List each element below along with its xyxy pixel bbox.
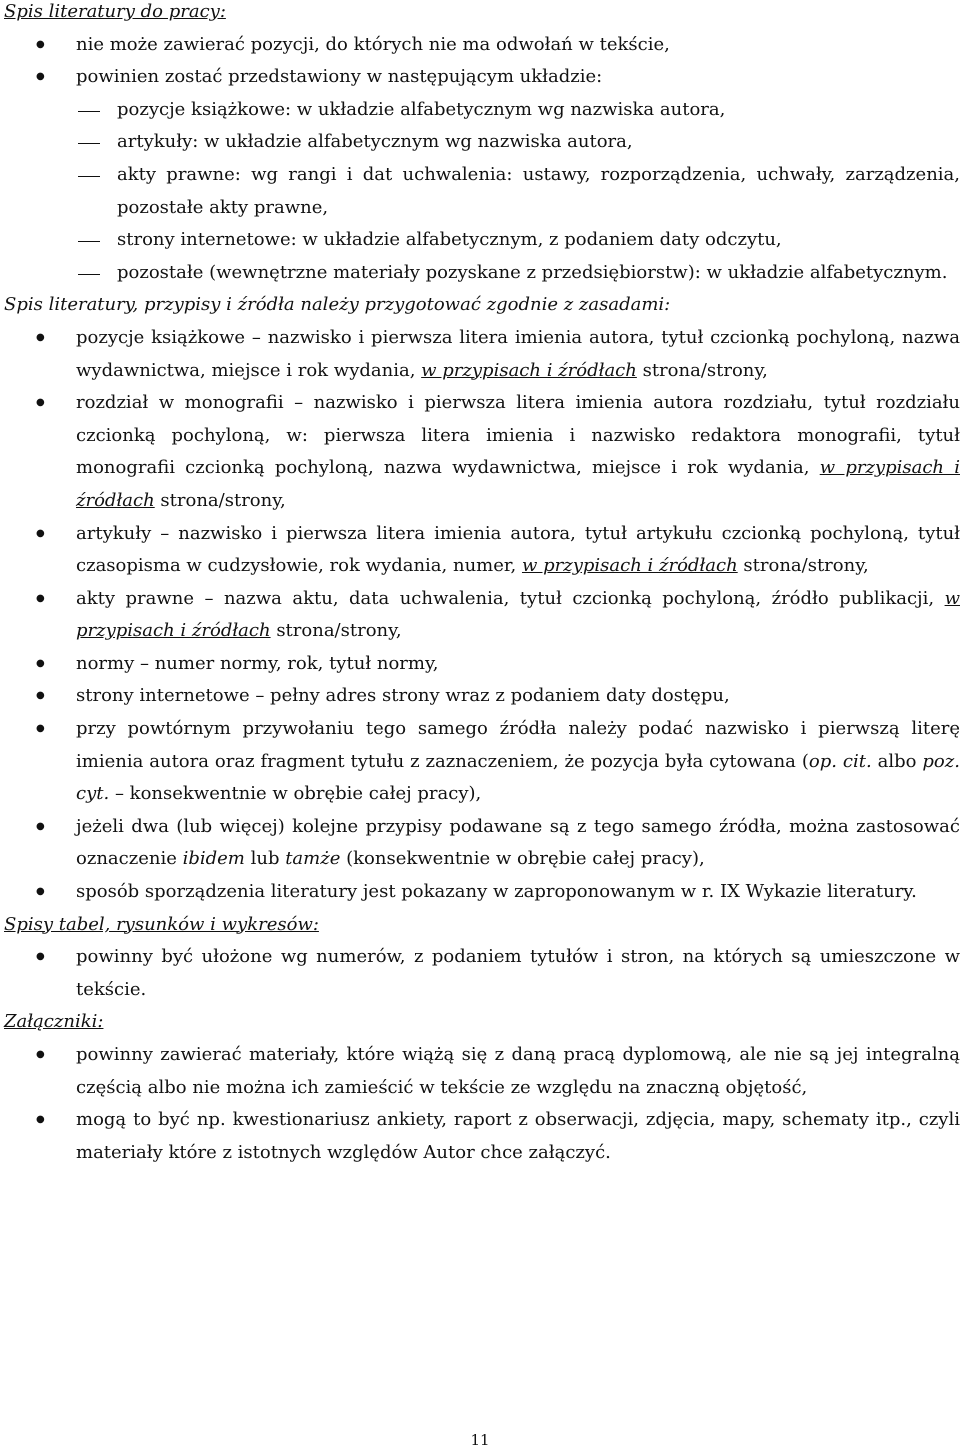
- section-citation-rules: [4, 289, 960, 908]
- citation-rules-list: [4, 322, 960, 909]
- bibliography-rules-list: [4, 29, 960, 290]
- tables-figures-list: [4, 941, 960, 1006]
- list-item: ● strony internetowe – pełny adres strony wraz z podaniem daty dostępu,: [4, 680, 960, 713]
- list-item: [4, 583, 960, 648]
- list-item: ● nie może zawierać pozycji, do których nie ma odwołań w tekście,: [4, 29, 960, 62]
- item-text: akty prawne – nazwa aktu, data uchwalenia, tytuł czcionką pochyloną, źródło publikacji,: [76, 587, 945, 609]
- italic-term: ibidem: [182, 848, 245, 870]
- sub-list-item: strony internetowe: w układzie alfabetycznym, z podaniem daty odczytu,: [4, 224, 960, 257]
- item-text: strona/strony,: [154, 489, 286, 511]
- sub-list-item: artykuły: w układzie alfabetycznym wg nazwiska autora,: [4, 126, 960, 159]
- underlined-phrase: w przypisach i źródłach: [76, 457, 960, 511]
- section-heading-bibliography: Spis literatury do pracy:: [4, 1, 226, 22]
- item-text: lub: [244, 848, 286, 870]
- list-item: ● powinny być ułożone wg numerów, z podaniem tytułów i stron, na których są umieszczone w tekście.: [4, 941, 960, 1006]
- sub-list-item: akty prawne: wg rangi i dat uchwalenia: ustawy, rozporządzenia, uchwały, zarządzenia, pozostałe akty prawne,: [4, 159, 960, 224]
- item-text: przy powtórnym przywołaniu tego samego źródła należy podać nazwisko i pierwszą literę imienia autora oraz fragment tytułu z zaznaczeniem, że pozycja była cytowana (: [76, 718, 960, 772]
- underlined-phrase: w przypisach i źródłach: [76, 587, 960, 642]
- italic-term: tamże: [285, 848, 341, 870]
- item-text: jeżeli dwa (lub więcej) kolejne przypisy podawane są z tego samego źródła, można zastosować oznaczenie: [76, 815, 960, 870]
- item-text: strona/strony,: [737, 555, 869, 577]
- sub-list-item: pozycje książkowe: w układzie alfabetycznym wg nazwiska autora,: [4, 94, 960, 127]
- italic-term: poz. cyt.: [76, 750, 960, 805]
- underlined-phrase: w przypisach i źródłach: [421, 359, 637, 381]
- section-bibliography: [4, 0, 960, 289]
- item-text: – konsekwentnie w obrębie całej pracy),: [109, 783, 482, 805]
- section-heading-appendices: Załączniki:: [4, 1011, 104, 1033]
- page-content: [4, 0, 960, 1169]
- sub-list-item: pozostałe (wewnętrzne materiały pozyskane z przedsiębiorstw): w układzie alfabetycznym.: [4, 257, 960, 290]
- section-tables-figures: [4, 909, 960, 1007]
- item-text: albo: [871, 750, 923, 772]
- item-text: artykuły – nazwisko i pierwsza litera imienia autora, tytuł artykułu czcionką pochyloną, tytuł czasopisma w cudzysłowie, rok wydania, numer,: [76, 522, 960, 577]
- item-text: pozycje książkowe – nazwisko i pierwsza litera imienia autora, tytuł czcionką pochyloną, nazwa wydawnictwa, miejsce i rok wydania,: [76, 326, 960, 381]
- item-text: strona/strony,: [270, 620, 402, 642]
- item-text: (konsekwentnie w obrębie całej pracy),: [340, 848, 705, 870]
- list-item: [4, 322, 960, 387]
- page-number: 11: [470, 1431, 490, 1449]
- section-heading-tables-figures: Spisy tabel, rysunków i wykresów:: [4, 913, 319, 935]
- section-appendices: [4, 1006, 960, 1169]
- section-heading-citation-rules: Spis literatury, przypisy i źródła należy przygotować zgodnie z zasadami:: [4, 294, 671, 316]
- list-item: ● powinny zawierać materiały, które wiążą się z daną pracą dyplomową, ale nie są jej integralną częścią albo nie można ich zamieścić w tekście ze względu na znaczną objętość,: [4, 1039, 960, 1104]
- underlined-phrase: w przypisach i źródłach: [521, 555, 738, 577]
- list-item: ● normy – numer normy, rok, tytuł normy,: [4, 648, 960, 681]
- list-item: ● sposób sporządzenia literatury jest pokazany w zaproponowanym w r. IX Wykazie literatury.: [4, 876, 960, 909]
- list-item: ● powinien zostać przedstawiony w następującym układzie:: [4, 61, 960, 94]
- list-item: [4, 713, 960, 811]
- item-text: strona/strony,: [636, 359, 768, 381]
- appendices-list: [4, 1039, 960, 1169]
- list-item: [4, 518, 960, 583]
- list-item: [4, 811, 960, 876]
- italic-term: op. cit.: [808, 750, 872, 772]
- item-text: rozdział w monografii – nazwisko i pierwsza litera imienia autora rozdziału, tytuł rozdziału czcionką pochyloną, w: pierwsza litera imienia i nazwisko redaktora monografii, tytuł monografii czcionką pochyloną, nazwa wydawnictwa, miejsce i rok wydania,: [76, 392, 960, 479]
- list-item: ● mogą to być np. kwestionariusz ankiety, raport z obserwacji, zdjęcia, mapy, schematy itp., czyli materiały które z istotnych względów Autor chce załączyć.: [4, 1104, 960, 1169]
- list-item: [4, 387, 960, 517]
